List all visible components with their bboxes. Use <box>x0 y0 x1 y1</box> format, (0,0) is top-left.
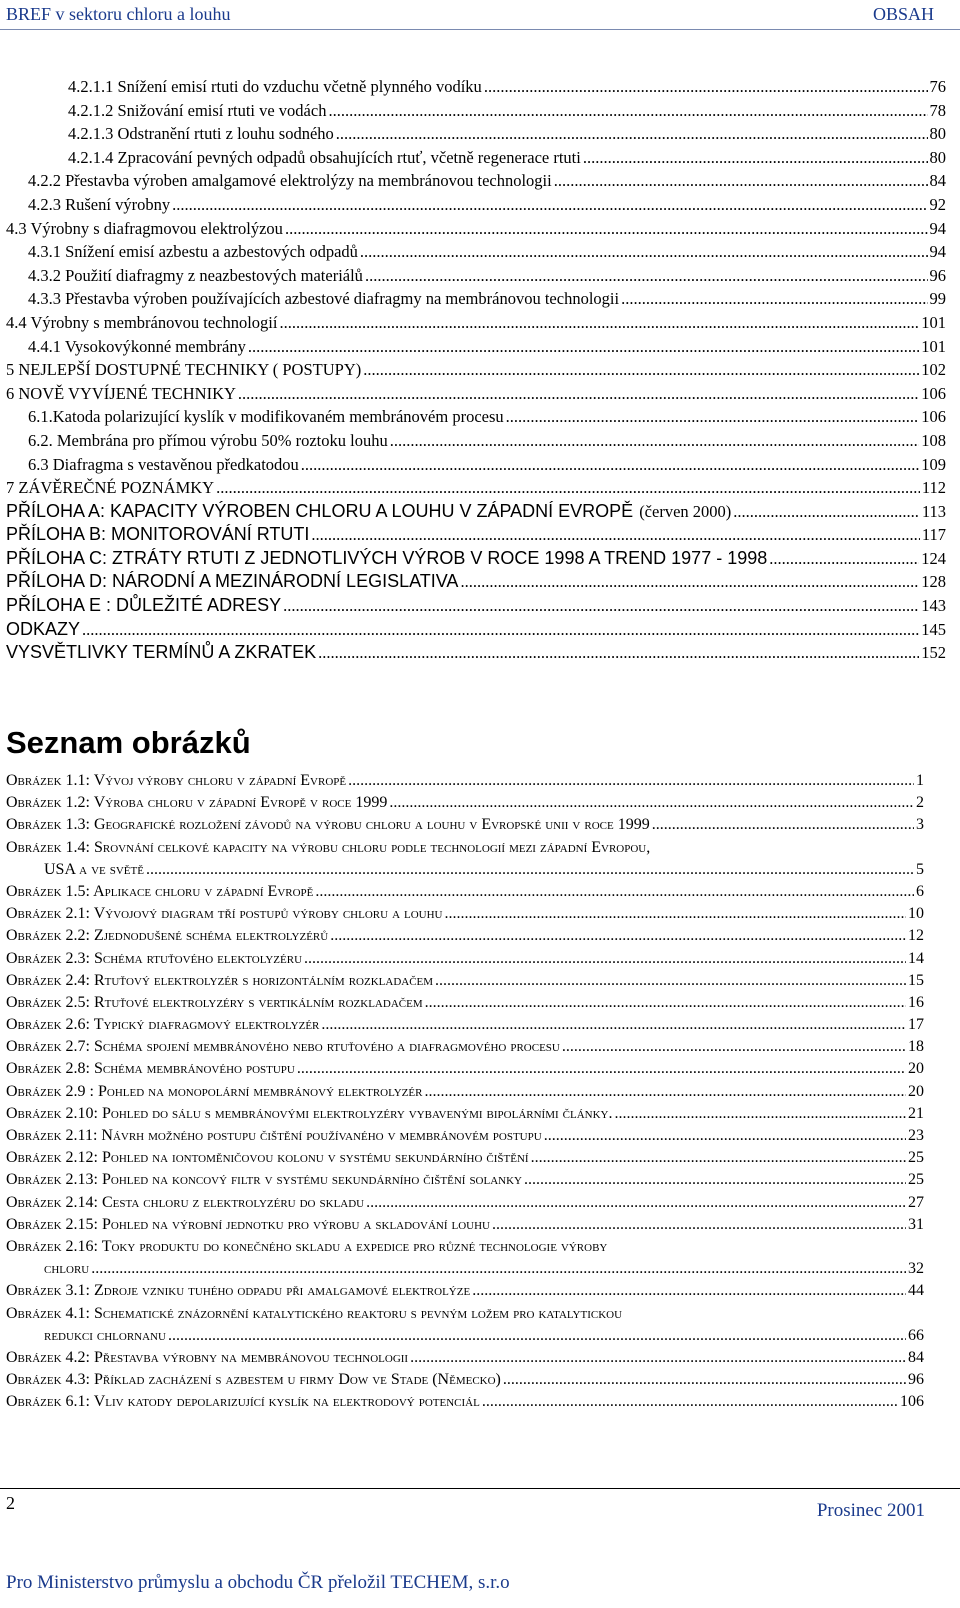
toc-dot-leader <box>506 405 920 429</box>
footer-translator-note: Pro Ministerstvo průmyslu a obchodu ČR přeložil TECHEM, s.r.o <box>6 1572 510 1593</box>
figure-entry[interactable] <box>6 1014 924 1036</box>
figure-entry-page: 106 <box>900 1393 924 1411</box>
figure-dot-leader <box>652 814 914 836</box>
figure-dot-leader <box>389 792 914 814</box>
figure-entry-label: Obrázek 2.13: Pohled na koncový filtr v systému sekundárního čištění solanky <box>6 1171 522 1189</box>
figure-entry-label: Obrázek 2.11: Návrh možného postupu čištění používaného v membránovém postupu <box>6 1127 542 1144</box>
toc-entry-page: 84 <box>929 171 946 191</box>
toc-dot-leader <box>285 217 928 241</box>
page-header <box>0 0 960 30</box>
toc-entry-label: VYSVĚTLIVKY TERMÍNŮ A ZKRATEK <box>6 642 317 663</box>
figure-entry[interactable] <box>6 881 924 903</box>
figure-entry-label: Obrázek 2.15: Pohled na výrobní jednotku pro výrobu a skladování louhu <box>6 1215 490 1233</box>
toc-entry-label: PŘÍLOHA B: MONITOROVÁNÍ RTUTI <box>6 524 310 545</box>
figure-dot-leader <box>544 1125 906 1147</box>
figure-entry-label: Obrázek 2.4: Rtuťový elektrolyzér s horizontálním rozkladačem <box>6 971 434 989</box>
page-number: 2 <box>6 1493 15 1513</box>
figure-dot-leader <box>315 881 914 903</box>
figure-dot-leader <box>614 1103 906 1125</box>
figure-entry-page: 3 <box>916 816 924 834</box>
toc-dot-leader <box>460 570 919 594</box>
header-document-title: BREF v sektoru chloru a louhu <box>6 4 231 24</box>
toc-dot-leader <box>172 193 927 217</box>
toc-entry-page: 109 <box>921 454 946 474</box>
figure-entry-label: Obrázek 2.10: Pohled do sálu s membránovými elektrolyzéry vybavenými bipolárními články. <box>6 1104 613 1122</box>
toc-entry[interactable] <box>6 358 946 382</box>
figure-entry[interactable] <box>6 925 924 947</box>
figure-dot-leader <box>410 1347 906 1369</box>
toc-dot-leader <box>82 618 919 642</box>
toc-entry-page: 102 <box>921 360 946 380</box>
figure-dot-leader <box>146 859 914 881</box>
toc-entry-page: 78 <box>929 100 946 120</box>
figure-entry[interactable] <box>6 1103 924 1125</box>
toc-dot-leader <box>301 453 919 477</box>
toc-dot-leader <box>484 75 928 99</box>
figure-entry[interactable] <box>6 1391 924 1413</box>
toc-dot-leader <box>311 523 919 547</box>
toc-entry[interactable] <box>6 287 946 311</box>
figure-entry-label: Obrázek 2.6: Typický diafragmový elektrolyzér <box>6 1016 320 1034</box>
figure-entry[interactable] <box>6 814 924 836</box>
toc-entry-label: PŘÍLOHA E : DŮLEŽITÉ ADRESY <box>6 595 282 616</box>
figure-entry-page: 66 <box>908 1326 924 1344</box>
figure-entry-label: Obrázek 2.5: Rtuťové elektrolyzéry s vertikálním rozkladačem <box>6 993 423 1011</box>
toc-dot-leader <box>621 287 927 311</box>
toc-entry[interactable] <box>6 618 946 642</box>
figure-entry-label-continued: USA a ve světě <box>44 860 144 878</box>
toc-dot-leader <box>363 358 919 382</box>
figure-entry-label: Obrázek 4.1: Schematické znázornění katalytického reaktoru s pevným ložem pro katalytickou <box>6 1304 623 1322</box>
toc-entry[interactable] <box>6 476 946 500</box>
figure-dot-leader <box>503 1369 906 1391</box>
toc-dot-leader <box>283 594 919 618</box>
figure-dot-leader <box>435 970 906 992</box>
toc-entry-label: 6.1.Katoda polarizující kyslík v modifikovaném membránovém procesu <box>28 407 504 427</box>
toc-dot-leader <box>318 641 919 665</box>
figure-entry-page: 14 <box>908 949 924 967</box>
figure-entry-label: Obrázek 2.12: Pohled na iontoměničovou kolonu v systému sekundárního čištění <box>6 1149 529 1167</box>
toc-entry[interactable] <box>6 335 946 359</box>
toc-dot-leader <box>328 99 927 123</box>
toc-entry[interactable] <box>6 264 946 288</box>
toc-entry-label: 4.2.1.1 Snížení emisí rtuti do vzduchu včetně plynného vodíku <box>68 77 482 96</box>
toc-entry-label: 6.2. Membrána pro přímou výrobu 50% roztoku louhu <box>28 430 388 450</box>
toc-entry-page: 145 <box>921 619 946 639</box>
toc-entry-label: 4.2.1.4 Zpracování pevných odpadů obsahujících rtuť, včetně regenerace rtuti <box>68 147 581 167</box>
figure-entry-label: Obrázek 2.16: Toky produktu do konečného skladu a expedice pro různé technologie výroby <box>6 1237 608 1255</box>
toc-entry-label: 4.3.1 Snížení emisí azbestu a azbestových odpadů <box>28 242 358 262</box>
figure-entry-label-continued: chloru <box>44 1260 90 1278</box>
figure-entry[interactable] <box>6 1125 924 1147</box>
toc-entry[interactable] <box>6 75 946 99</box>
figures-list <box>6 770 924 1413</box>
figure-dot-leader <box>366 1192 906 1214</box>
toc-entry-label: 5 NEJLEPŠÍ DOSTUPNÉ TECHNIKY ( POSTUPY) <box>6 360 362 380</box>
figure-entry[interactable] <box>6 903 924 925</box>
figure-dot-leader <box>304 948 906 970</box>
figure-entry-page: 84 <box>908 1348 924 1366</box>
toc-entry[interactable] <box>6 500 946 524</box>
figure-entry-page: 16 <box>908 993 924 1011</box>
figure-entry[interactable] <box>6 1192 924 1214</box>
figure-entry-page: 25 <box>908 1149 924 1167</box>
figure-entry-label: Obrázek 3.1: Zdroje vzniku tuhého odpadu při amalgamové elektrolýze <box>6 1282 471 1300</box>
figure-entry-label: Obrázek 1.1: Vývoj výroby chloru v západní Evropě <box>6 772 347 789</box>
figure-entry[interactable] <box>6 1169 924 1191</box>
figure-entry-page: 15 <box>908 971 924 989</box>
figure-entry[interactable] <box>6 948 924 970</box>
toc-entry-page: 94 <box>929 242 946 262</box>
toc-entry-page: 124 <box>921 548 946 568</box>
figure-dot-leader <box>482 1391 898 1413</box>
figure-entry-page: 5 <box>916 860 924 878</box>
toc-entry[interactable] <box>6 122 946 146</box>
figure-entry[interactable] <box>6 837 924 881</box>
toc-entry-label: 6.3 Diafragma s vestavěnou předkatodou <box>28 454 299 474</box>
toc-entry[interactable] <box>6 217 946 241</box>
figure-entry-label: Obrázek 2.9 : Pohled na monopolární membránový elektrolyzér <box>6 1082 423 1100</box>
figure-entry-label: Obrázek 4.2: Přestavba výrobny na membránovou technologii <box>6 1348 409 1366</box>
toc-dot-leader <box>365 264 928 288</box>
toc-entry-page: 113 <box>921 501 946 521</box>
toc-entry-page: 76 <box>929 77 946 96</box>
toc-entry[interactable] <box>6 547 946 571</box>
figure-entry-label: Obrázek 1.5: Aplikace chloru v západní Evropě <box>6 882 314 900</box>
figure-entry[interactable] <box>6 1347 924 1369</box>
toc-entry-label: 4.2.2 Přestavba výroben amalgamové elektrolýzy na membránovou technologii <box>28 171 552 191</box>
figure-entry[interactable] <box>6 1036 924 1058</box>
header-section-title: OBSAH <box>872 4 934 24</box>
figure-entry[interactable] <box>6 770 924 792</box>
figure-entry-page: 20 <box>908 1082 924 1100</box>
toc-entry-page: 80 <box>929 124 946 144</box>
figure-entry-page: 27 <box>908 1193 924 1211</box>
figure-entry-label-continued: redukci chlornanu <box>44 1326 166 1344</box>
toc-entry-page: 152 <box>921 643 946 663</box>
toc-dot-leader <box>336 122 928 146</box>
toc-dot-leader <box>733 500 920 524</box>
toc-entry[interactable] <box>6 453 946 477</box>
figure-entry-page: 18 <box>908 1038 924 1056</box>
figure-entry-label: Obrázek 4.3: Příklad zacházení s azbestem u firmy Dow ve Stade (Německo) <box>6 1371 501 1389</box>
toc-entry-page: 80 <box>929 147 946 167</box>
figure-entry-page: 32 <box>908 1260 924 1278</box>
figure-entry[interactable] <box>6 1280 924 1302</box>
toc-entry-label: 4.3.2 Použití diafragmy z neazbestových materiálů <box>28 265 363 285</box>
toc-dot-leader <box>248 335 919 359</box>
figure-entry-page: 20 <box>908 1060 924 1078</box>
figure-entry-page: 31 <box>908 1215 924 1233</box>
toc-entry-page: 106 <box>921 383 946 403</box>
toc-entry-label: 4.4.1 Vysokovýkonné membrány <box>28 336 246 356</box>
figure-entry[interactable] <box>6 1214 924 1236</box>
toc-entry[interactable] <box>6 641 946 665</box>
figure-entry-page: 10 <box>908 905 924 923</box>
toc-dot-leader <box>238 382 919 406</box>
toc-entry-page: 94 <box>929 218 946 238</box>
figure-dot-leader <box>492 1214 906 1236</box>
table-of-contents <box>6 75 946 665</box>
figure-dot-leader <box>321 1014 906 1036</box>
toc-entry-label-tail: (červen 2000) <box>639 501 732 521</box>
toc-entry[interactable] <box>6 594 946 618</box>
toc-entry-label: 4.3.3 Přestavba výroben používajících azbestové diafragmy na membránovou technologii <box>28 289 620 309</box>
figure-dot-leader <box>330 925 906 947</box>
figure-entry[interactable] <box>6 1058 924 1080</box>
toc-entry-label: 4.3 Výrobny s diafragmovou elektrolýzou <box>6 218 283 238</box>
figure-entry-label: Obrázek 2.14: Cesta chloru z elektrolyzéru do skladu <box>6 1193 365 1211</box>
toc-entry[interactable] <box>6 570 946 594</box>
figure-dot-leader <box>168 1325 906 1347</box>
toc-dot-leader <box>583 146 928 170</box>
figure-entry-label: Obrázek 2.8: Schéma membránového postupu <box>6 1060 295 1078</box>
toc-entry[interactable] <box>6 193 946 217</box>
toc-entry-label: 4.4 Výrobny s membránovou technologií <box>6 312 278 332</box>
figure-entry-label: Obrázek 1.3: Geografické rozložení závodů na výrobu chloru a louhu v Evropské unii v roce 1999 <box>6 816 650 834</box>
toc-entry-page: 112 <box>921 478 946 498</box>
toc-entry-label: ODKAZY <box>6 618 81 639</box>
figure-entry[interactable] <box>6 1081 924 1103</box>
toc-entry-page: 101 <box>921 336 946 356</box>
toc-dot-leader <box>360 240 928 264</box>
figure-entry[interactable] <box>6 1303 924 1347</box>
figure-dot-leader <box>424 1081 906 1103</box>
toc-entry-page: 106 <box>921 407 946 427</box>
toc-entry[interactable] <box>6 523 946 547</box>
footer-divider <box>0 1488 960 1489</box>
toc-entry-page: 108 <box>921 430 946 450</box>
toc-entry[interactable] <box>6 429 946 453</box>
figure-entry-page: 44 <box>908 1282 924 1300</box>
figure-entry[interactable] <box>6 1147 924 1169</box>
figure-entry-page: 6 <box>916 882 924 900</box>
toc-dot-leader <box>769 547 919 571</box>
toc-entry-page: 128 <box>921 572 946 592</box>
toc-dot-leader <box>390 429 920 453</box>
figure-dot-leader <box>425 992 906 1014</box>
figures-list-heading: Seznam obrázků <box>6 725 251 760</box>
figure-entry[interactable] <box>6 1369 924 1391</box>
figure-dot-leader <box>562 1036 906 1058</box>
figure-entry[interactable] <box>6 1236 924 1280</box>
figure-entry[interactable] <box>6 970 924 992</box>
toc-entry-label: 4.2.1.3 Odstranění rtuti z louhu sodného <box>68 124 334 144</box>
figure-entry-page: 17 <box>908 1016 924 1034</box>
figure-entry-page: 96 <box>908 1371 924 1389</box>
figure-entry-label: Obrázek 2.7: Schéma spojení membránového nebo rtuťového a diafragmového procesu <box>6 1038 560 1056</box>
figure-entry-label: Obrázek 6.1: Vliv katody depolarizující kyslík na elektrodový potenciál <box>6 1393 480 1411</box>
toc-entry-label: 4.2.3 Rušení výrobny <box>28 194 171 214</box>
toc-dot-leader <box>279 311 919 335</box>
toc-entry-page: 96 <box>929 265 946 285</box>
toc-entry-page: 99 <box>929 289 946 309</box>
figure-dot-leader <box>531 1147 906 1169</box>
toc-entry[interactable] <box>6 382 946 406</box>
figure-entry-page: 12 <box>908 927 924 945</box>
toc-entry-label: PŘÍLOHA C: ZTRÁTY RTUTI Z JEDNOTLIVÝCH VÝROB V ROCE 1998 A TREND 1977 - 1998 <box>6 547 768 568</box>
figure-entry-label: Obrázek 2.2: Zjednodušené schéma elektrolyzérů <box>6 927 329 945</box>
toc-entry[interactable] <box>6 169 946 193</box>
figure-entry-label: Obrázek 2.1: Vývojový diagram tří postupů výroby chloru a louhu <box>6 905 443 923</box>
toc-entry-page: 92 <box>929 194 946 214</box>
figure-entry[interactable] <box>6 792 924 814</box>
figure-entry-page: 21 <box>908 1104 924 1122</box>
toc-entry-label: 6 NOVĚ VYVÍJENÉ TECHNIKY <box>6 383 236 403</box>
toc-entry-label: PŘÍLOHA D: NÁRODNÍ A MEZINÁRODNÍ LEGISLATIVA <box>6 571 459 592</box>
figure-entry[interactable] <box>6 992 924 1014</box>
toc-entry-label: 4.2.1.2 Snižování emisí rtuti ve vodách <box>68 100 327 120</box>
figure-entry-label: Obrázek 1.2: Výroba chloru v západní Evropě v roce 1999 <box>6 794 388 812</box>
figure-dot-leader <box>472 1280 906 1302</box>
toc-dot-leader <box>554 169 928 193</box>
figure-dot-leader <box>297 1058 906 1080</box>
toc-entry-label: 7 ZÁVĚREČNÉ POZNÁMKY <box>6 478 215 498</box>
figure-entry-label: Obrázek 2.3: Schéma rtuťového elektolyzéru <box>6 949 303 967</box>
toc-entry[interactable] <box>6 146 946 170</box>
toc-entry[interactable] <box>6 99 946 123</box>
footer-date: Prosinec 2001 <box>816 1500 925 1521</box>
figure-dot-leader <box>348 770 914 792</box>
figure-entry-page: 2 <box>916 794 924 812</box>
toc-entry-page: 143 <box>921 596 946 616</box>
toc-dot-leader <box>216 476 920 500</box>
figure-entry-label: Obrázek 1.4: Srovnání celkové kapacity na výrobu chloru podle technologií mezi západní Evropou, <box>6 838 651 856</box>
toc-entry[interactable] <box>6 240 946 264</box>
figure-entry-page: 23 <box>908 1127 924 1144</box>
header-divider <box>0 29 960 30</box>
toc-entry-page: 117 <box>921 525 946 545</box>
toc-entry[interactable] <box>6 405 946 429</box>
figure-entry-page: 1 <box>916 772 924 789</box>
figure-entry-page: 25 <box>908 1171 924 1189</box>
figure-dot-leader <box>91 1258 906 1280</box>
toc-entry-page: 101 <box>921 312 946 332</box>
figure-dot-leader <box>445 903 906 925</box>
toc-entry-label: PŘÍLOHA A: KAPACITY VÝROBEN CHLORU A LOUHU V ZÁPADNÍ EVROPĚ <box>6 500 634 521</box>
toc-entry[interactable] <box>6 311 946 335</box>
figure-dot-leader <box>524 1169 906 1191</box>
